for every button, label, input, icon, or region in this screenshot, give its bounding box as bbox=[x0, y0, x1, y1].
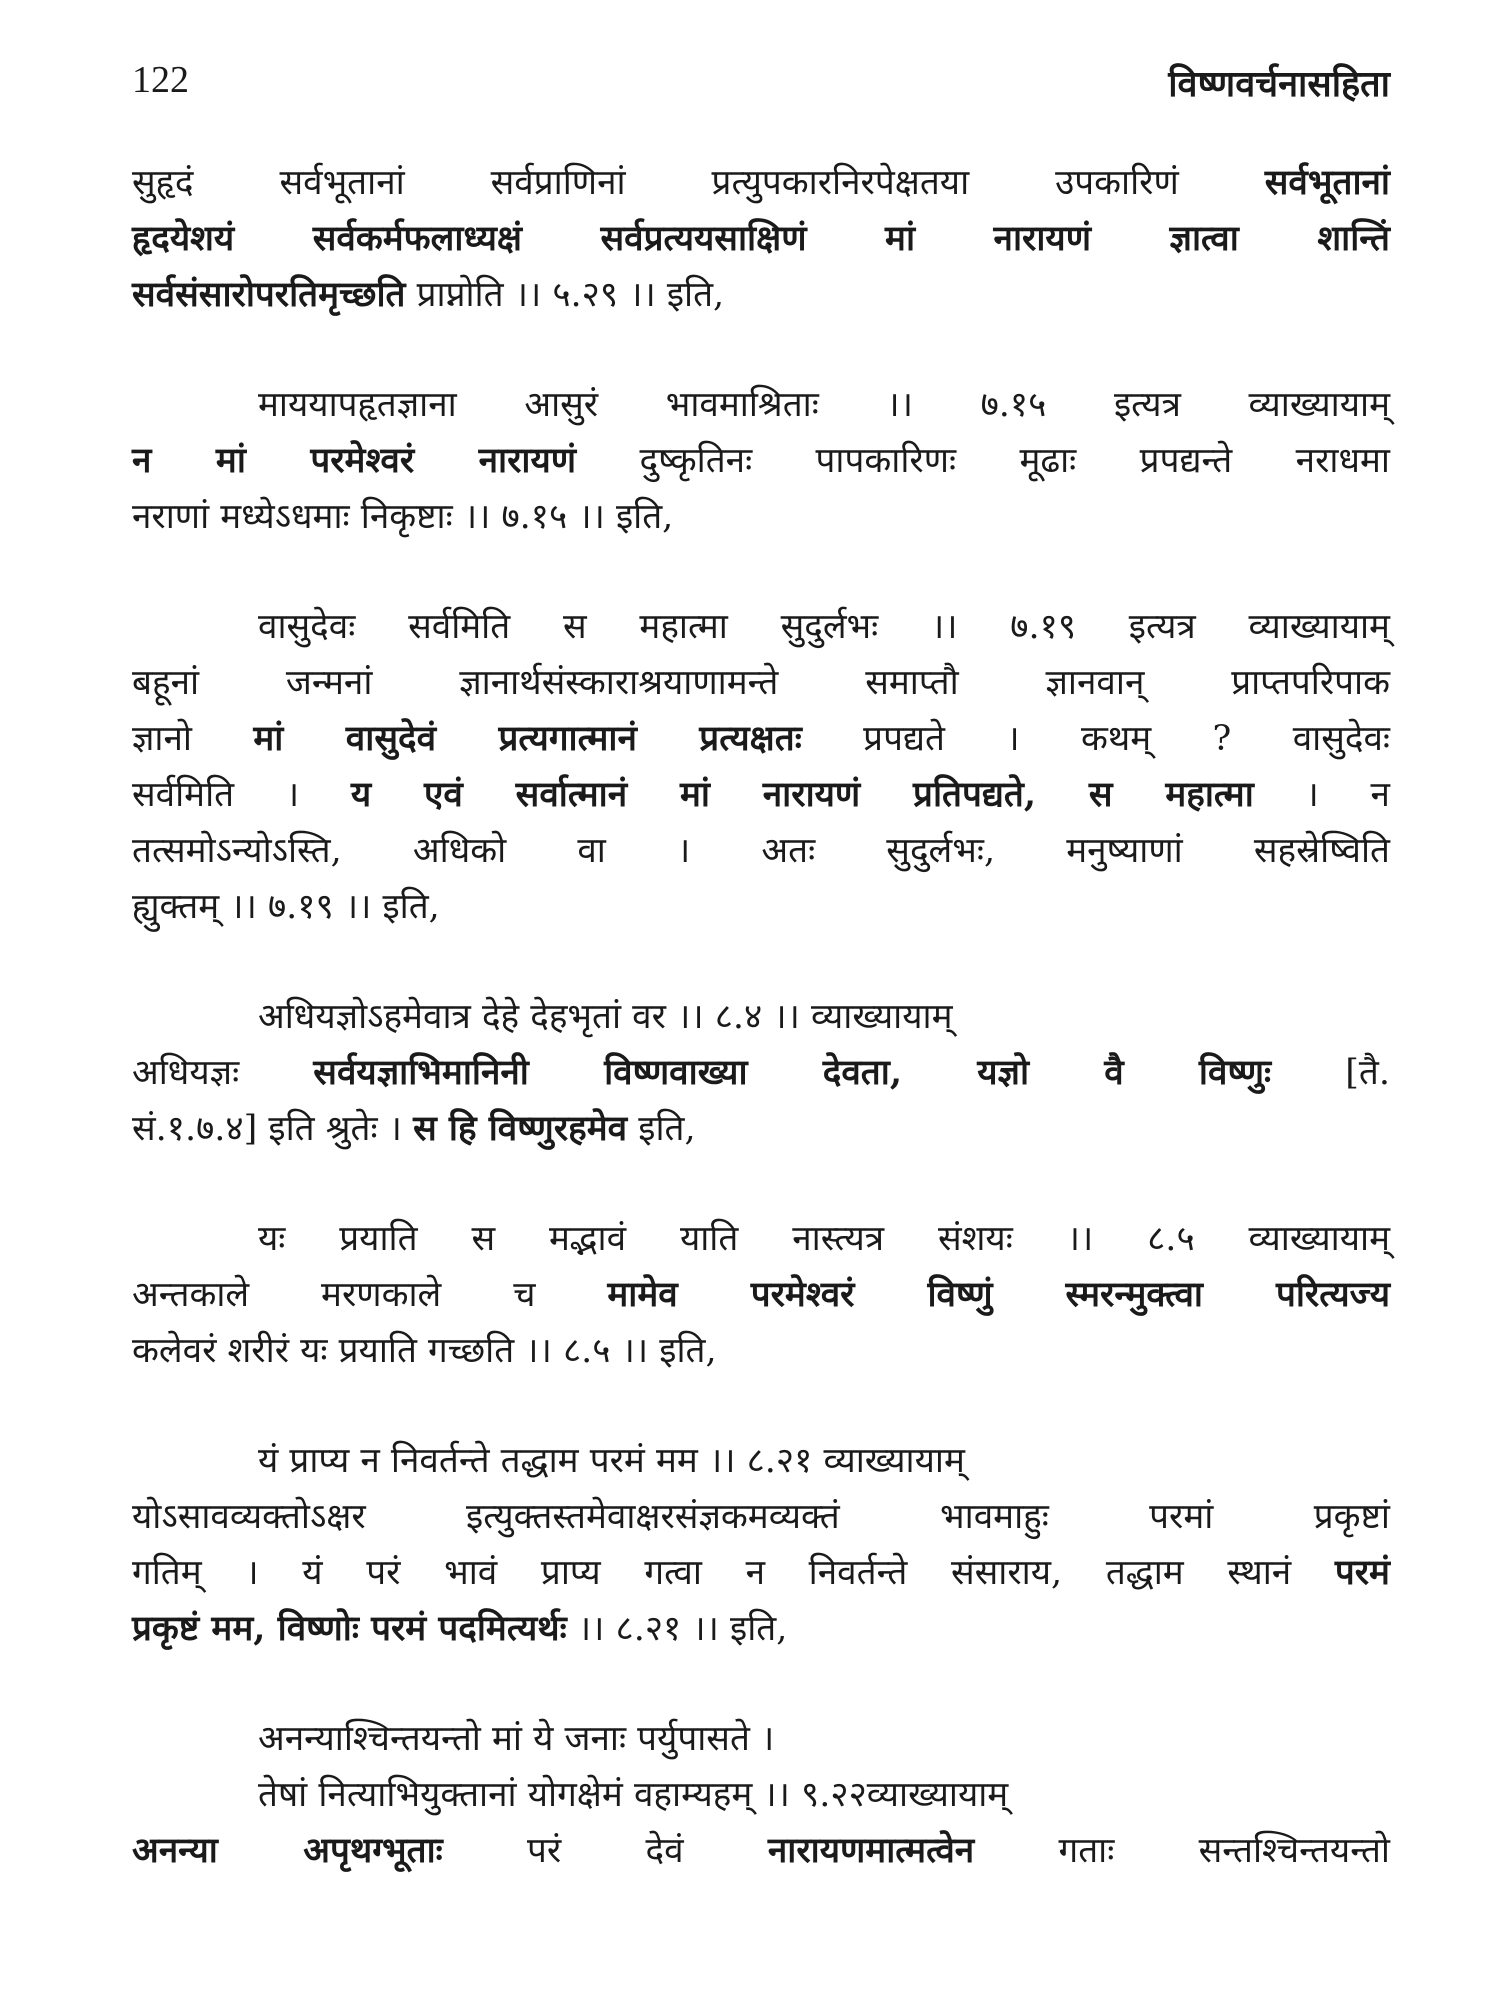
text-line bbox=[132, 1490, 1390, 1544]
verse-line bbox=[258, 600, 1390, 654]
text-line bbox=[132, 434, 1390, 488]
text-span: सुहृदं सर्वभूतानां सर्वप्राणिनां प्रत्युपकारनिरपेक्षतया उपकारिणं bbox=[132, 163, 1265, 203]
text-span: अनन्याश्चिन्तयन्तो मां ये जनाः पर्युपासते । bbox=[258, 1719, 775, 1759]
text-span: दुष्कृतिनः पापकारिणः मूढाः प्रपद्यन्ते नराधमा bbox=[576, 441, 1390, 481]
bold-text: स हि विष्णुरहमेव bbox=[413, 1108, 628, 1149]
text-span: गतिम् । यं परं भावं प्राप्य गत्वा न निवर्तन्ते संसाराय, तद्धाम स्थानं bbox=[132, 1553, 1335, 1593]
verse-line bbox=[258, 1434, 1500, 1488]
text-span: अन्तकाले मरणकाले च bbox=[132, 1275, 608, 1315]
running-head: विष्णवर्चनासहिता bbox=[1168, 63, 1390, 105]
bold-text: सर्वसंसारोपरतिमृच्छति bbox=[132, 274, 406, 315]
text-line bbox=[132, 1046, 1390, 1100]
text-span: [तै. bbox=[1271, 1053, 1390, 1093]
text-span: प्रपद्यते । कथम् ? वासुदेवः bbox=[801, 719, 1390, 759]
bold-text: सर्वभूतानां bbox=[1264, 162, 1390, 203]
verse-line bbox=[258, 1212, 1390, 1266]
page-number: 122 bbox=[132, 59, 189, 101]
text-span: इति, bbox=[627, 1109, 696, 1149]
text-line bbox=[132, 1324, 1390, 1378]
bold-text: सर्वयज्ञाभिमानिनी विष्णवाख्या देवता, यज्ञो वै विष्णुः bbox=[313, 1052, 1272, 1093]
text-line bbox=[132, 1268, 1390, 1322]
text-line bbox=[132, 1546, 1390, 1600]
verse-line bbox=[258, 378, 1390, 432]
text-span: कलेवरं शरीरं यः प्रयाति गच्छति ।। ८.५ ।। इति, bbox=[132, 1331, 717, 1371]
text-line bbox=[132, 268, 1390, 322]
text-line bbox=[132, 768, 1390, 822]
text-line bbox=[132, 1602, 1390, 1656]
text-line bbox=[132, 212, 1390, 266]
text-span: योऽसावव्यक्तोऽक्षर इत्युक्तस्तमेवाक्षरसंज्ञकमव्यक्तं भावमाहुः परमां प्रकृष्टां bbox=[132, 1497, 1390, 1537]
text-span: तत्समोऽन्योऽस्ति, अधिको वा । अतः सुदुर्लभः, मनुष्याणां सहस्रेष्विति bbox=[132, 831, 1390, 871]
text-span: । न bbox=[1253, 775, 1390, 815]
text-line bbox=[132, 880, 1390, 934]
text-span: वासुदेवः सर्वमिति स महात्मा सुदुर्लभः ।। ७.१९ इत्यत्र व्याख्यायाम् bbox=[258, 607, 1390, 647]
verse-line bbox=[258, 990, 1500, 1044]
verse-line bbox=[258, 1712, 1500, 1766]
text-span: ज्ञानो bbox=[132, 719, 254, 759]
bold-text: न मां परमेश्वरं नारायणं bbox=[132, 440, 577, 481]
bold-text: परमं bbox=[1334, 1552, 1390, 1593]
bold-text: य एवं सर्वात्मानं मां नारायणं प्रतिपद्यते, स महात्मा bbox=[350, 774, 1254, 815]
text-line bbox=[132, 156, 1390, 210]
text-span: सं.१.७.४] इति श्रुतेः । bbox=[132, 1109, 414, 1149]
page-header bbox=[132, 58, 1390, 118]
text-span: ।। ८.२१ ।। इति, bbox=[566, 1609, 788, 1649]
bold-text: अनन्या अपृथग्भूताः bbox=[132, 1830, 443, 1871]
text-line bbox=[132, 824, 1390, 878]
text-span: तेषां नित्याभियुक्तानां योगक्षेमं वहाम्यहम् ।। ९.२२व्याख्यायाम् bbox=[258, 1775, 1009, 1815]
text-line bbox=[132, 1102, 1390, 1156]
verse-line bbox=[258, 1768, 1500, 1822]
bold-text: मामेव परमेश्वरं विष्णुं स्मरन्मुक्त्वा परित्यज्य bbox=[607, 1274, 1390, 1315]
text-line bbox=[132, 712, 1390, 766]
bold-text: मां वासुदेवं प्रत्यगात्मानं प्रत्यक्षतः bbox=[253, 718, 802, 759]
text-span: बहूनां जन्मनां ज्ञानार्थसंस्काराश्रयाणामन्ते समाप्तौ ज्ञानवान् प्राप्तपरिपाक bbox=[132, 663, 1390, 703]
text-span: यं प्राप्य न निवर्तन्ते तद्धाम परमं मम ।। ८.२१ व्याख्यायाम् bbox=[258, 1441, 965, 1481]
text-span: प्राप्नोति ।। ५.२९ ।। इति, bbox=[405, 275, 725, 315]
text-line bbox=[132, 1824, 1390, 1878]
text-span: गताः सन्तश्चिन्तयन्तो bbox=[974, 1831, 1390, 1871]
text-span: यः प्रयाति स मद्भावं याति नास्त्यत्र संशयः ।। ८.५ व्याख्यायाम् bbox=[258, 1219, 1390, 1259]
bold-text: नारायणमात्मत्वेन bbox=[767, 1830, 975, 1871]
text-span: अधियज्ञः bbox=[132, 1053, 314, 1093]
text-span: परं देवं bbox=[442, 1831, 768, 1871]
text-span: सर्वमिति । bbox=[132, 775, 351, 815]
text-span: माययापहृतज्ञाना आसुरं भावमाश्रिताः ।। ७.१५ इत्यत्र व्याख्यायाम् bbox=[258, 385, 1390, 425]
text-line bbox=[132, 490, 1390, 544]
text-span: नराणां मध्येऽधमाः निकृष्टाः ।। ७.१५ ।। इति, bbox=[132, 497, 674, 537]
text-span: ह्युक्तम् ।। ७.१९ ।। इति, bbox=[132, 887, 440, 927]
text-line bbox=[132, 656, 1390, 710]
bold-text: हृदयेशयं सर्वकर्मफलाध्यक्षं सर्वप्रत्ययसाक्षिणं मां नारायणं ज्ञात्वा शान्तिं bbox=[132, 218, 1390, 259]
bold-text: प्रकृष्टं मम, विष्णोः परमं पदमित्यर्थः bbox=[132, 1608, 567, 1649]
text-span: अधियज्ञोऽहमेवात्र देहे देहभृतां वर ।। ८.४ ।। व्याख्यायाम् bbox=[258, 997, 953, 1037]
